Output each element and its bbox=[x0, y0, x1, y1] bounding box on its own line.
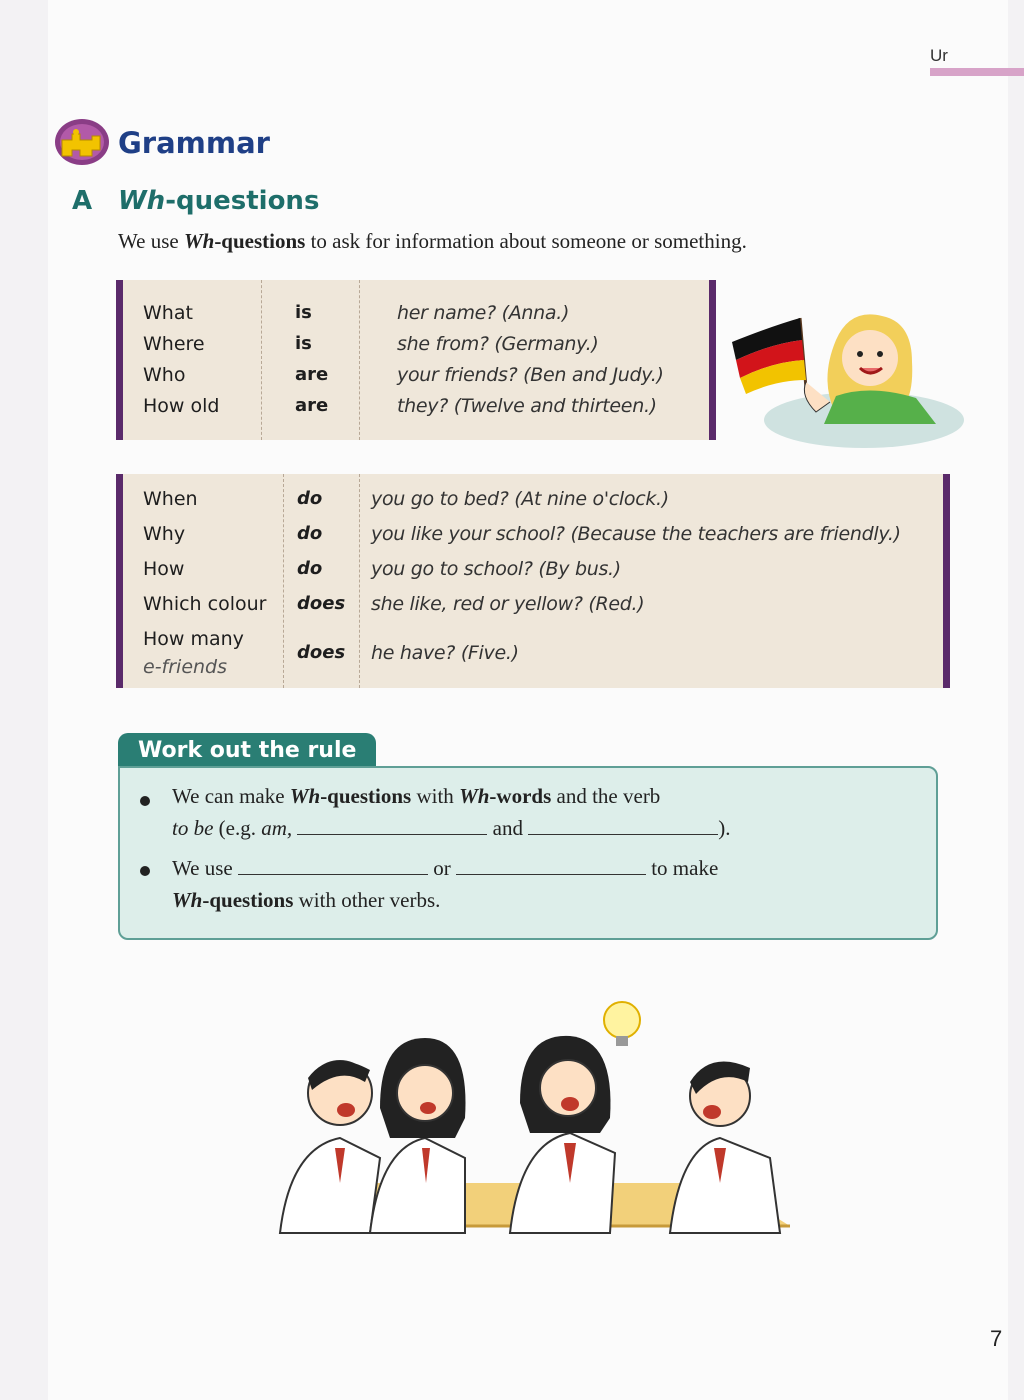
rule-line-4 bbox=[172, 888, 440, 913]
bullet-icon bbox=[140, 866, 150, 876]
wh-word: Who bbox=[143, 364, 186, 386]
rule-text: We can make bbox=[172, 784, 290, 808]
verb: are bbox=[295, 395, 329, 416]
question-rest: he have? (Five.) bbox=[371, 642, 519, 664]
rule-text: to be bbox=[172, 816, 214, 840]
wh-word: How old bbox=[143, 395, 220, 417]
unit-tab: Ur bbox=[930, 46, 948, 65]
answer-blank[interactable] bbox=[456, 856, 646, 875]
question-rest: she from? (Germany.) bbox=[397, 333, 599, 355]
verb: do bbox=[297, 523, 323, 544]
rule-text: and the verb bbox=[551, 784, 661, 808]
page-number: 7 bbox=[990, 1326, 1003, 1351]
rule-tab-label: Work out the rule bbox=[138, 738, 357, 763]
question-rest: she like, red or yellow? (Red.) bbox=[371, 593, 645, 615]
rule-line-1 bbox=[172, 784, 660, 809]
rule-text: ). bbox=[718, 816, 731, 840]
verb: does bbox=[297, 642, 346, 663]
intro-text bbox=[118, 229, 747, 254]
wh-word-continued: e-friends bbox=[143, 656, 228, 678]
heading-rest: -questions bbox=[165, 186, 320, 216]
unit-tab-bar bbox=[930, 68, 1024, 76]
column-divider bbox=[283, 474, 284, 688]
wh-word: How many bbox=[143, 628, 244, 650]
rule-text: Wh bbox=[459, 784, 490, 808]
rule-text: and bbox=[487, 816, 529, 840]
answer-blank[interactable] bbox=[297, 816, 487, 835]
verb: do bbox=[297, 558, 323, 579]
rule-text: -questions bbox=[202, 888, 294, 912]
answer-blank[interactable] bbox=[238, 856, 428, 875]
rule-text: -words bbox=[489, 784, 552, 808]
column-divider bbox=[359, 280, 360, 440]
subsection-letter: A bbox=[72, 186, 93, 216]
rule-text: We use bbox=[172, 856, 238, 880]
rule-box bbox=[118, 766, 938, 940]
rule-text: (e.g. bbox=[213, 816, 262, 840]
girl-with-flag-illustration bbox=[724, 300, 964, 450]
heading-wh: Wh bbox=[118, 186, 166, 216]
column-divider bbox=[359, 474, 360, 688]
wh-word: Why bbox=[143, 523, 186, 545]
verb: do bbox=[297, 488, 323, 509]
question-rest: you go to bed? (At nine o'clock.) bbox=[371, 488, 669, 510]
question-rest: her name? (Anna.) bbox=[397, 302, 570, 324]
puzzle-icon bbox=[54, 118, 110, 166]
rule-text: with other verbs. bbox=[293, 888, 441, 912]
answer-blank[interactable] bbox=[528, 816, 718, 835]
verb: is bbox=[295, 333, 312, 354]
rule-text: -questions bbox=[320, 784, 412, 808]
students-at-table-illustration bbox=[250, 998, 830, 1238]
intro-bold: -questions bbox=[214, 229, 306, 253]
rule-line-2 bbox=[172, 816, 730, 841]
verb: does bbox=[297, 593, 346, 614]
rule-line-3 bbox=[172, 856, 718, 881]
column-divider bbox=[261, 280, 262, 440]
verb: are bbox=[295, 364, 329, 385]
verb: is bbox=[295, 302, 312, 323]
rule-text: Wh bbox=[172, 888, 203, 912]
wh-word: Where bbox=[143, 333, 205, 355]
rule-text: with bbox=[411, 784, 460, 808]
section-title: Grammar bbox=[118, 126, 270, 160]
rule-text: to make bbox=[645, 856, 719, 880]
subsection-heading bbox=[118, 186, 319, 216]
question-rest: you like your school? (Because the teachers are friendly.) bbox=[371, 523, 901, 545]
be-questions-table bbox=[116, 280, 716, 440]
question-rest: you go to school? (By bus.) bbox=[371, 558, 621, 580]
wh-word: When bbox=[143, 488, 198, 510]
wh-word: How bbox=[143, 558, 185, 580]
wh-word: Which colour bbox=[143, 593, 267, 615]
wh-word: What bbox=[143, 302, 193, 324]
do-questions-table bbox=[116, 474, 950, 688]
intro-part2: to ask for information about someone or something. bbox=[305, 229, 747, 253]
rule-text: or bbox=[427, 856, 456, 880]
intro-part1: We use bbox=[118, 229, 184, 253]
lightbulb-icon bbox=[604, 1002, 640, 1046]
question-rest: they? (Twelve and thirteen.) bbox=[397, 395, 657, 417]
question-rest: your friends? (Ben and Judy.) bbox=[397, 364, 664, 386]
intro-wh: Wh bbox=[183, 229, 215, 253]
bullet-icon bbox=[140, 796, 150, 806]
rule-text: Wh bbox=[289, 784, 321, 808]
rule-text: am, bbox=[261, 816, 293, 840]
